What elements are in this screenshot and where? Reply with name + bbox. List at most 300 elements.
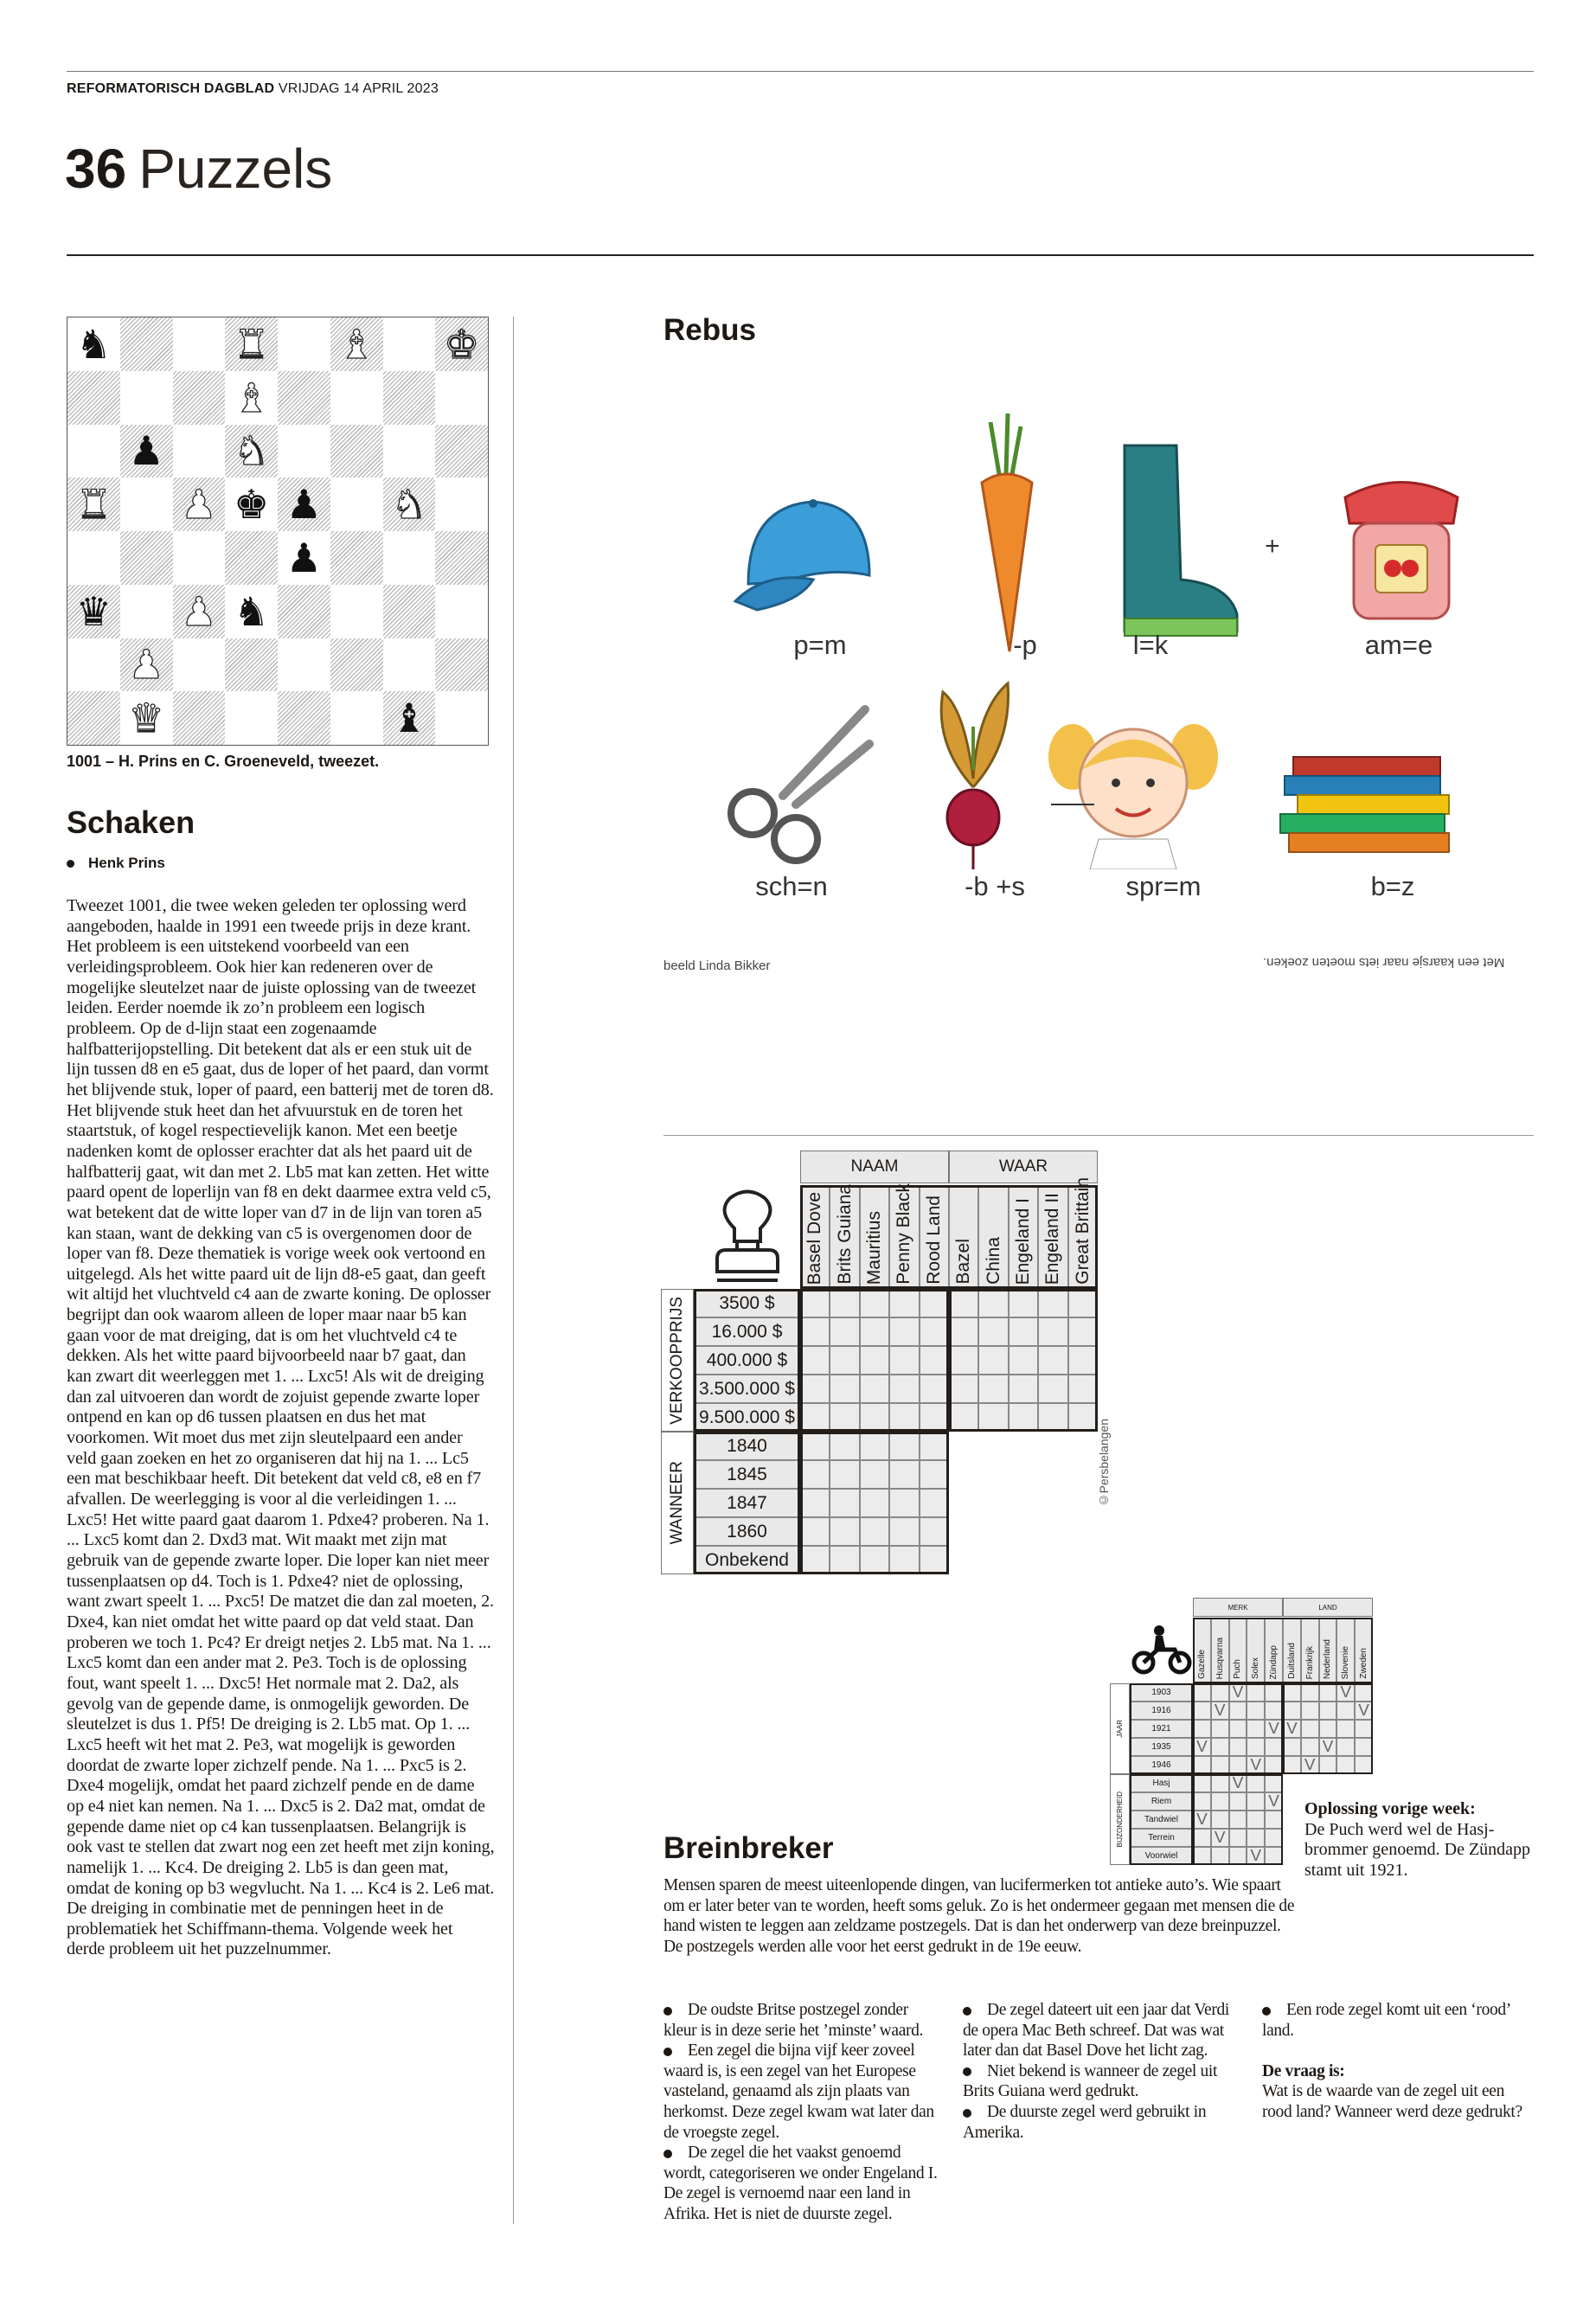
black-king-icon: ♚ (234, 481, 270, 529)
row-group-wanneer (661, 1432, 694, 1574)
grid-cell[interactable] (830, 1403, 859, 1432)
column-header-label: Great Brittain (1072, 1177, 1093, 1285)
grid-cell[interactable] (1247, 1683, 1265, 1702)
grid-cell[interactable] (1265, 1847, 1283, 1865)
grid-cell[interactable] (1229, 1792, 1247, 1811)
board-square (120, 585, 173, 638)
column-header-label: Solex (1251, 1657, 1261, 1679)
column-header-label: Zweden (1359, 1648, 1369, 1679)
girl-face-icon (1047, 709, 1220, 869)
row-label: Hasj (1130, 1774, 1193, 1792)
grid-cell[interactable] (800, 1517, 830, 1546)
grid-cell[interactable] (920, 1432, 949, 1460)
board-square (330, 371, 383, 425)
white-rook-icon: ♜ (234, 320, 270, 368)
breinbreker-intro: Mensen sparen de meest uiteenlopende dingen, van lucifermerken tot antieke auto’s. Wie spaart om er later beter van te worden, heeft soms geluk. Zo is het ondermeer gegaan met mensen die de hand wisten te leggen aan zeldzame postzegels. Dat is dan het onderwerp van deze breinpuzzel. De postzegels werden alle voor het eerst gedrukt in de 19e eeuw. (663, 1876, 1295, 1956)
column-divider (513, 317, 514, 2224)
board-square (278, 531, 330, 585)
grid-cell[interactable]: V (1211, 1702, 1229, 1720)
grid-cell[interactable] (1319, 1702, 1337, 1720)
grid-cell[interactable] (1193, 1847, 1211, 1865)
grid-cell[interactable] (1301, 1702, 1319, 1720)
column-header (1301, 1618, 1319, 1683)
column-group-waar: WAAR (949, 1150, 1098, 1183)
row-label: 1935 (1130, 1738, 1193, 1756)
rebus-hint-upside-down: Met een kaarsje naar iets moeten zoeken. (1263, 955, 1505, 970)
scissors-icon (722, 692, 874, 865)
grid-cell[interactable] (830, 1489, 859, 1517)
grid-cell[interactable] (920, 1489, 949, 1517)
grid-cell[interactable] (889, 1546, 919, 1574)
grid-cell[interactable] (1211, 1756, 1229, 1774)
grid-cell[interactable] (1247, 1720, 1265, 1738)
column-header-label: Engeland II (1042, 1192, 1063, 1285)
board-square (383, 317, 436, 371)
grid-cell[interactable] (1301, 1683, 1319, 1702)
chess-article-body: Tweezet 1001, die twee weken geleden ter oplossing werd aangeboden, haalde in 1991 een tweede prijs in deze krant. Het probleem is een uitstekend voorbeeld van een verleidingsprobleem. Ook hier kan redeneren over de mogelijke sleutelzet naar de juiste oplossing van de tweezet leiden. Eerder noemde ik zo’n probleem een logisch probleem. Op de d-lijn staat een zogenaamde halfbatterijopstelling. Dit betekent dat als er een stuk uit de lijn tussen d8 en e5 gaat, dus de loper of het paard, dan vormt het blijvende stuk, loper of paard, een batterij met de toren d8. Het blijvende stuk heet dan het afvuurstuk en de toren het staartstuk, of kogel respectievelijk kanon. Met een beetje nadenken komt de oplosser erachter dat als het paard uit de halfbatterij gaat, wit dan met 2. Lb5 mat kan zetten. Het witte paard opent de loperlijn van f8 en dekt daarmee extra veld c5, wat betekent dat de witte loper van d7 in de lijn van toren a5 kan staan, want de dekking van c5 is overgenomen door de loper van f8. Deze thematiek is vorige week ook vertoond en uitgelegd. Als het witte paard uit de lijn d8-e5 gaat, dan geeft wit altijd het vluchtveld c4 aan de zwarte koning. De oplosser begrijpt dan ook waarom alleen de loper maar naar b5 kan gaan voor de mat dreiging, dat is om het vluchtveld c4 te dekken. Als het witte paard bijvoorbeeld naar b7 gaat, dan kan zwart dit weerleggen met 1. ... Lxc5! Als wit de dreiging dan zal uitvoeren dan wordt de zojuist gepende zwarte loper ontpend en kan op d6 tussen plaatsen en dus het mat voorkomen. Wit moet dus met zijn sleutelpaard een ander veld gaan zoeken en het zo organiseren dat hij na 1. ... Lc5 een mat beschikbaar heeft. Dit betekent dat veld c8, e8 en f7 afvallen. De weerlegging is voor al die verleidingen 1. ... Lxc5! Het witte paard gaat daarom 1. Pdxe4? proberen. Na 1. ... Lxc5 komt dan 2. Dxd3 mat. Wit maakt met zijn mat gebruik van de gepende zwarte loper. Die loper kan niet meer tussenplaatsen op d4. Toch is 1. Pdxe4? niet de oplossing, want zwart speelt 1. ... Pxc5! De matzet die dan zal moeten, 2. Dxe4, kan niet omdat het witte paard op dat veld staat. Dan proberen we toch 1. Pc4? Er dreigt netjes 2. Lb5 mat. Na 1. ... Lxc5 komt dan een ander mat 2. Pe3. Toch is de oplossing fout, want speelt 1. ... Dxc5! Het normale mat 2. Da2, als gevolg van de gepende dame, is onmogelijk geworden. De sleutelzet is dus 1. Pf5! De dreiging is 2. Lb5 mat. Op 1. ... Lxc5 heeft wit het mat 2. Pe3, wat mogelijk is geworden doordat de zwarte loper zichzelf pende. Na 1. ... Pxc5 is 2. Dxe4 mogelijk, omdat het paard zichzelf pende en de dame op e4 niet kan nemen. Na 1. ... Dxc5 is 2. Da2 mat, omdat de gepende dame niet op c4 kan tussenplaatsen. Belangrijk is ook vast te stellen dat zwart nog een zet heeft met zijn koning, namelijk 1. ... Kc4. De dreiging 2. Lb5 is dan geen mat, omdat de koning op b3 wegvlucht. Na 1. ... Kc4 is 2. Le6 mat. De dreiging in combinatie met de penningen heet in de problematiek het Schiffmann-thema. Volgende week het derde probleem uit het puzzelnummer. (67, 896, 495, 1959)
grid-cell[interactable] (800, 1346, 830, 1375)
board-square (67, 478, 120, 531)
column-header (920, 1185, 949, 1289)
grid-cell[interactable] (800, 1489, 830, 1517)
masthead (67, 81, 439, 97)
grid-cell[interactable] (1193, 1702, 1211, 1720)
board-square (383, 478, 436, 531)
grid-cell[interactable] (860, 1375, 889, 1403)
grid-cell[interactable] (1211, 1792, 1229, 1811)
clue-item: Een zegel die bijna vijf keer zoveel waard is, is een zegel van het Europese vasteland, genaamd als zijn plaats van herkomst. Deze zegel kwam wat later dan de vroegste zegel. (663, 2041, 934, 2142)
grid-cell[interactable] (1193, 1756, 1211, 1774)
grid-cell[interactable] (1283, 1683, 1301, 1702)
grid-cell[interactable] (1193, 1720, 1211, 1738)
page-header (65, 138, 333, 200)
grid-cell[interactable]: V (1229, 1683, 1247, 1702)
bullet-icon (663, 2007, 672, 2016)
grid-cell[interactable] (1068, 1375, 1098, 1403)
row-label: 1916 (1130, 1702, 1193, 1720)
grid-cell[interactable] (1355, 1738, 1373, 1756)
grid-cell[interactable] (1265, 1829, 1283, 1847)
grid-cell[interactable] (1068, 1403, 1098, 1432)
grid-cell[interactable] (1336, 1720, 1355, 1738)
column-header-label: Nederland (1323, 1638, 1333, 1679)
grid-cell[interactable] (1038, 1346, 1067, 1375)
column-header (860, 1185, 889, 1289)
grid-cell[interactable] (920, 1346, 949, 1375)
column-header-label: Engeland I (1012, 1197, 1033, 1285)
board-square (278, 371, 330, 425)
grid-cell[interactable] (889, 1432, 919, 1460)
grid-cell[interactable] (1336, 1738, 1355, 1756)
grid-cell[interactable] (1247, 1774, 1265, 1792)
column-header-label: Brits Guiana (834, 1184, 855, 1285)
column-header-label: Slovenie (1341, 1645, 1351, 1679)
column-header (1319, 1618, 1337, 1683)
grid-cell[interactable]: V (1319, 1738, 1337, 1756)
grid-cell[interactable] (889, 1489, 919, 1517)
grid-cell[interactable] (1229, 1702, 1247, 1720)
board-square (330, 585, 383, 638)
boot-icon (1116, 441, 1246, 644)
grid-cell[interactable]: V (1265, 1720, 1283, 1738)
column-header (949, 1185, 978, 1289)
board-square (435, 585, 488, 638)
grid-cell[interactable] (889, 1403, 919, 1432)
grid-cell[interactable] (1229, 1756, 1247, 1774)
board-square (225, 638, 278, 692)
chess-caption: 1001 – H. Prins en C. Groeneveld, tweezet. (67, 753, 380, 770)
row-group-label: VERKOOPPRIJS (668, 1296, 686, 1425)
grid-cell[interactable] (920, 1546, 949, 1574)
grid-cell[interactable] (860, 1460, 889, 1489)
grid-cell[interactable] (1283, 1756, 1301, 1774)
grid-cell[interactable] (1247, 1829, 1265, 1847)
grid-cell[interactable] (1247, 1738, 1265, 1756)
grid-cell[interactable] (1229, 1811, 1247, 1829)
row-label: 3500 $ (694, 1289, 800, 1317)
board-square (120, 425, 173, 478)
column-group-merk: MERK (1193, 1598, 1283, 1617)
row-label: 16.000 $ (694, 1317, 800, 1346)
grid-cell[interactable] (949, 1317, 978, 1346)
board-square (67, 531, 120, 585)
grid-cell[interactable] (920, 1460, 949, 1489)
board-square (278, 585, 330, 638)
grid-cell[interactable] (1247, 1792, 1265, 1811)
grid-cell[interactable] (1319, 1720, 1337, 1738)
grid-cell[interactable]: V (1229, 1774, 1247, 1792)
column-header-label: Rood Land (923, 1195, 944, 1285)
grid-cell[interactable] (830, 1517, 859, 1546)
board-square (435, 425, 488, 478)
issue-date: VRIJDAG 14 APRIL 2023 (278, 81, 439, 96)
solution-text: De Puch werd wel de Hasjbrommer genoemd. De Zündapp stamt uit 1921. (1304, 1819, 1531, 1880)
breinbreker-title: Breinbreker (663, 1831, 834, 1865)
chess-author (67, 855, 165, 872)
grid-cell[interactable] (1319, 1683, 1337, 1702)
grid-cell[interactable] (889, 1289, 919, 1317)
grid-cell[interactable] (889, 1460, 919, 1489)
question-block (1262, 2000, 1537, 2123)
board-square (383, 371, 436, 425)
grid-cell[interactable]: V (1283, 1720, 1301, 1738)
grid-cell[interactable] (1229, 1720, 1247, 1738)
row-group-label: BIJZONDERHEID (1116, 1791, 1124, 1848)
rebus-label-4: am=e (1364, 630, 1433, 660)
row-group-jaar (1110, 1683, 1130, 1774)
grid-cell[interactable] (1283, 1702, 1301, 1720)
black-bishop-icon: ♝ (391, 695, 427, 742)
column-header (800, 1185, 830, 1289)
board-square (67, 691, 120, 745)
cap-icon (731, 480, 878, 627)
grid-cell[interactable] (1038, 1403, 1067, 1432)
grid-cell[interactable] (949, 1346, 978, 1375)
board-square (67, 317, 120, 371)
grid-cell[interactable] (1283, 1738, 1301, 1756)
row-label: Voorwiel (1130, 1847, 1193, 1865)
grid-cell[interactable] (1009, 1403, 1038, 1432)
board-square (173, 638, 226, 692)
grid-cell[interactable] (830, 1375, 859, 1403)
board-square (435, 371, 488, 425)
grid-cell[interactable] (1068, 1289, 1098, 1317)
board-square (225, 531, 278, 585)
grid-cell[interactable] (860, 1546, 889, 1574)
grid-cell[interactable] (1211, 1738, 1229, 1756)
column-header (1229, 1618, 1247, 1683)
grid-cell[interactable] (860, 1403, 889, 1432)
grid-cell[interactable] (949, 1375, 978, 1403)
grid-cell[interactable] (1265, 1738, 1283, 1756)
column-header (830, 1185, 859, 1289)
rebus-label-2: -p (1013, 630, 1037, 660)
column-header (1068, 1177, 1098, 1289)
grid-cell[interactable] (1211, 1683, 1229, 1702)
grid-cell[interactable] (1193, 1683, 1211, 1702)
board-square (330, 478, 383, 531)
grid-cell[interactable] (1355, 1756, 1373, 1774)
grid-cell[interactable] (800, 1289, 830, 1317)
clue-item: Een rode zegel komt uit een ‘rood’ land. (1262, 2001, 1510, 2040)
grid-cell[interactable]: V (1193, 1738, 1211, 1756)
board-square (173, 585, 226, 638)
board-square (383, 691, 436, 745)
grid-cell[interactable] (860, 1432, 889, 1460)
grid-cell[interactable] (1265, 1811, 1283, 1829)
grid-cell[interactable] (800, 1432, 830, 1460)
grid-cell[interactable]: V (1301, 1756, 1319, 1774)
board-square (278, 425, 330, 478)
grid-cell[interactable] (830, 1460, 859, 1489)
row-label: 1921 (1130, 1720, 1193, 1738)
column-header (1283, 1618, 1301, 1683)
column-header-label: Bazel (953, 1239, 974, 1285)
board-square (173, 371, 226, 425)
board-square (120, 371, 173, 425)
row-label: Terrein (1130, 1829, 1193, 1847)
grid-cell[interactable] (949, 1289, 978, 1317)
column-header (1211, 1618, 1229, 1683)
grid-cell[interactable] (1229, 1847, 1247, 1865)
board-square (435, 478, 488, 531)
column-header-label: Frankrijk (1304, 1645, 1315, 1679)
bullet-icon (1262, 2007, 1271, 2016)
white-bishop-icon: ♝ (234, 374, 270, 421)
grid-cell[interactable] (1211, 1774, 1229, 1792)
board-square (278, 317, 330, 371)
carrot-icon (965, 413, 1047, 656)
grid-cell[interactable] (920, 1375, 949, 1403)
grid-cell[interactable]: V (1336, 1683, 1355, 1702)
black-pawn-icon: ♟ (285, 481, 322, 529)
grid-cell[interactable] (920, 1403, 949, 1432)
question-text: Wat is de waarde van de zegel uit een rood land? Wanneer werd deze gedrukt? (1262, 2082, 1522, 2121)
grid-cell[interactable] (1355, 1720, 1373, 1738)
board-square (120, 691, 173, 745)
rebus-title: Rebus (663, 313, 756, 347)
grid-cell[interactable]: V (1193, 1811, 1211, 1829)
row-label: 400.000 $ (694, 1346, 800, 1375)
column-header (889, 1185, 919, 1289)
grid-cell[interactable] (1038, 1289, 1067, 1317)
grid-cell[interactable] (1211, 1720, 1229, 1738)
grid-cell[interactable] (920, 1317, 949, 1346)
grid-cell[interactable] (830, 1346, 859, 1375)
grid-cell[interactable] (889, 1346, 919, 1375)
grid-cell[interactable] (1319, 1756, 1337, 1774)
grid-cell[interactable] (1068, 1317, 1098, 1346)
grid-cell[interactable] (978, 1289, 1008, 1317)
clue-item: De duurste zegel werd gebruikt in Amerika. (963, 2102, 1207, 2142)
grid-cell[interactable] (800, 1403, 830, 1432)
grid-cell[interactable] (830, 1289, 859, 1317)
bullet-icon (67, 860, 74, 868)
grid-cell[interactable] (1355, 1683, 1373, 1702)
paper-name: REFORMATORISCH DAGBLAD (67, 81, 275, 96)
grid-cell[interactable] (830, 1546, 859, 1574)
board-square (225, 478, 278, 531)
grid-cell[interactable] (1265, 1702, 1283, 1720)
grid-cell[interactable] (1336, 1702, 1355, 1720)
grid-cell[interactable] (1009, 1375, 1038, 1403)
rebus-label-8: b=z (1370, 871, 1415, 901)
grid-cell[interactable] (978, 1346, 1008, 1375)
board-square (120, 478, 173, 531)
column-header-label: Zündapp (1269, 1644, 1279, 1679)
grid-cell[interactable] (830, 1432, 859, 1460)
grid-cell[interactable]: V (1355, 1702, 1373, 1720)
row-label: 3.500.000 $ (694, 1375, 800, 1403)
grid-cell[interactable] (1009, 1317, 1038, 1346)
grid-cell[interactable] (860, 1317, 889, 1346)
grid-cell[interactable] (1009, 1346, 1038, 1375)
image-credit: beeld Linda Bikker (663, 958, 771, 973)
row-label: Riem (1130, 1792, 1193, 1811)
grid-cell[interactable] (1211, 1847, 1229, 1865)
black-pawn-icon: ♟ (285, 534, 322, 581)
bullet-icon (663, 2048, 672, 2056)
grid-cell[interactable]: V (1247, 1847, 1265, 1865)
grid-cell[interactable] (1193, 1774, 1211, 1792)
grid-cell[interactable] (889, 1517, 919, 1546)
board-square (383, 585, 436, 638)
grid-cell[interactable] (800, 1317, 830, 1346)
grid-cell[interactable] (889, 1375, 919, 1403)
grid-cell[interactable] (1265, 1683, 1283, 1702)
column-header (978, 1185, 1008, 1289)
grid-cell[interactable] (1193, 1792, 1211, 1811)
grid-cell[interactable] (978, 1317, 1008, 1346)
grid-cell[interactable] (920, 1289, 949, 1317)
copyright-note: ©Persbelangen (1097, 1419, 1111, 1508)
white-pawn-icon: ♟ (128, 641, 164, 689)
grid-cell[interactable] (1265, 1756, 1283, 1774)
grid-cell[interactable] (978, 1375, 1008, 1403)
column-header (1265, 1618, 1283, 1683)
row-group-bijzonderheid (1110, 1774, 1130, 1865)
grid-cell[interactable] (800, 1546, 830, 1574)
grid-cell[interactable] (860, 1289, 889, 1317)
grid-cell[interactable] (1229, 1738, 1247, 1756)
grid-cell[interactable] (889, 1317, 919, 1346)
white-knight-icon: ♞ (234, 427, 270, 475)
question-title: De vraag is: (1262, 2061, 1345, 2080)
grid-cell[interactable] (949, 1403, 978, 1432)
grid-cell[interactable] (1301, 1738, 1319, 1756)
column-header (1038, 1185, 1067, 1289)
grid-cell[interactable]: V (1247, 1756, 1265, 1774)
board-square (435, 691, 488, 745)
board-square (278, 638, 330, 692)
grid-cell[interactable] (1211, 1811, 1229, 1829)
grid-cell[interactable] (800, 1375, 830, 1403)
grid-cell[interactable] (860, 1489, 889, 1517)
row-label: 9.500.000 $ (694, 1403, 800, 1432)
grid-cell[interactable] (830, 1317, 859, 1346)
white-queen-icon: ♛ (128, 695, 164, 742)
board-square (435, 531, 488, 585)
column-header-label: Basel Dove (804, 1191, 825, 1285)
row-label: 1847 (694, 1489, 800, 1517)
grid-cell[interactable] (1247, 1811, 1265, 1829)
author-name: Henk Prins (88, 855, 165, 871)
grid-cell[interactable] (1229, 1829, 1247, 1847)
board-square (225, 691, 278, 745)
grid-cell[interactable] (1247, 1702, 1265, 1720)
white-pawn-icon: ♟ (181, 587, 217, 635)
grid-cell[interactable] (1336, 1756, 1355, 1774)
grid-cell[interactable]: V (1265, 1792, 1283, 1811)
board-square (67, 371, 120, 425)
grid-cell[interactable] (800, 1460, 830, 1489)
clue-item: De oudste Britse postzegel zonder kleur is in deze serie het ’minste’ waard. (663, 2001, 924, 2040)
grid-cell[interactable] (860, 1517, 889, 1546)
grid-cell[interactable] (1265, 1774, 1283, 1792)
rebus-label-6: -b +s (965, 871, 1025, 901)
jam-jar-icon (1336, 471, 1466, 627)
board-square (225, 371, 278, 425)
grid-cell[interactable] (1068, 1346, 1098, 1375)
board-square (383, 638, 436, 692)
board-square (225, 317, 278, 371)
board-square (330, 531, 383, 585)
white-pawn-icon: ♟ (181, 481, 217, 529)
grid-cell[interactable] (860, 1346, 889, 1375)
grid-cell[interactable] (920, 1517, 949, 1546)
grid-cell[interactable]: V (1211, 1829, 1229, 1847)
bullet-icon (963, 2067, 971, 2076)
white-king-icon: ♚ (444, 320, 480, 368)
breinbreker-clues (663, 2000, 1537, 2234)
grid-cell[interactable] (1193, 1829, 1211, 1847)
grid-cell[interactable] (1009, 1289, 1038, 1317)
grid-cell[interactable] (978, 1403, 1008, 1432)
column-header-label: Mauritius (863, 1210, 884, 1285)
grid-cell[interactable] (1038, 1375, 1067, 1403)
rebus-label-1: p=m (793, 630, 847, 660)
row-label: Onbekend (694, 1546, 800, 1574)
white-knight-icon: ♞ (391, 481, 427, 529)
clue-item: De zegel die het vaakst genoemd wordt, categoriseren we onder Engeland I. De zegel is vernoemd naar een land in Afrika. Het is niet de duurste zegel. (663, 2144, 938, 2223)
column-header-label: China (983, 1237, 1003, 1285)
white-bishop-icon: ♝ (338, 320, 375, 368)
grid-cell[interactable] (1038, 1317, 1067, 1346)
board-square (435, 317, 488, 371)
logic-puzzle-grid (661, 1150, 1111, 1583)
bullet-icon (663, 2150, 672, 2158)
grid-cell[interactable] (1301, 1720, 1319, 1738)
